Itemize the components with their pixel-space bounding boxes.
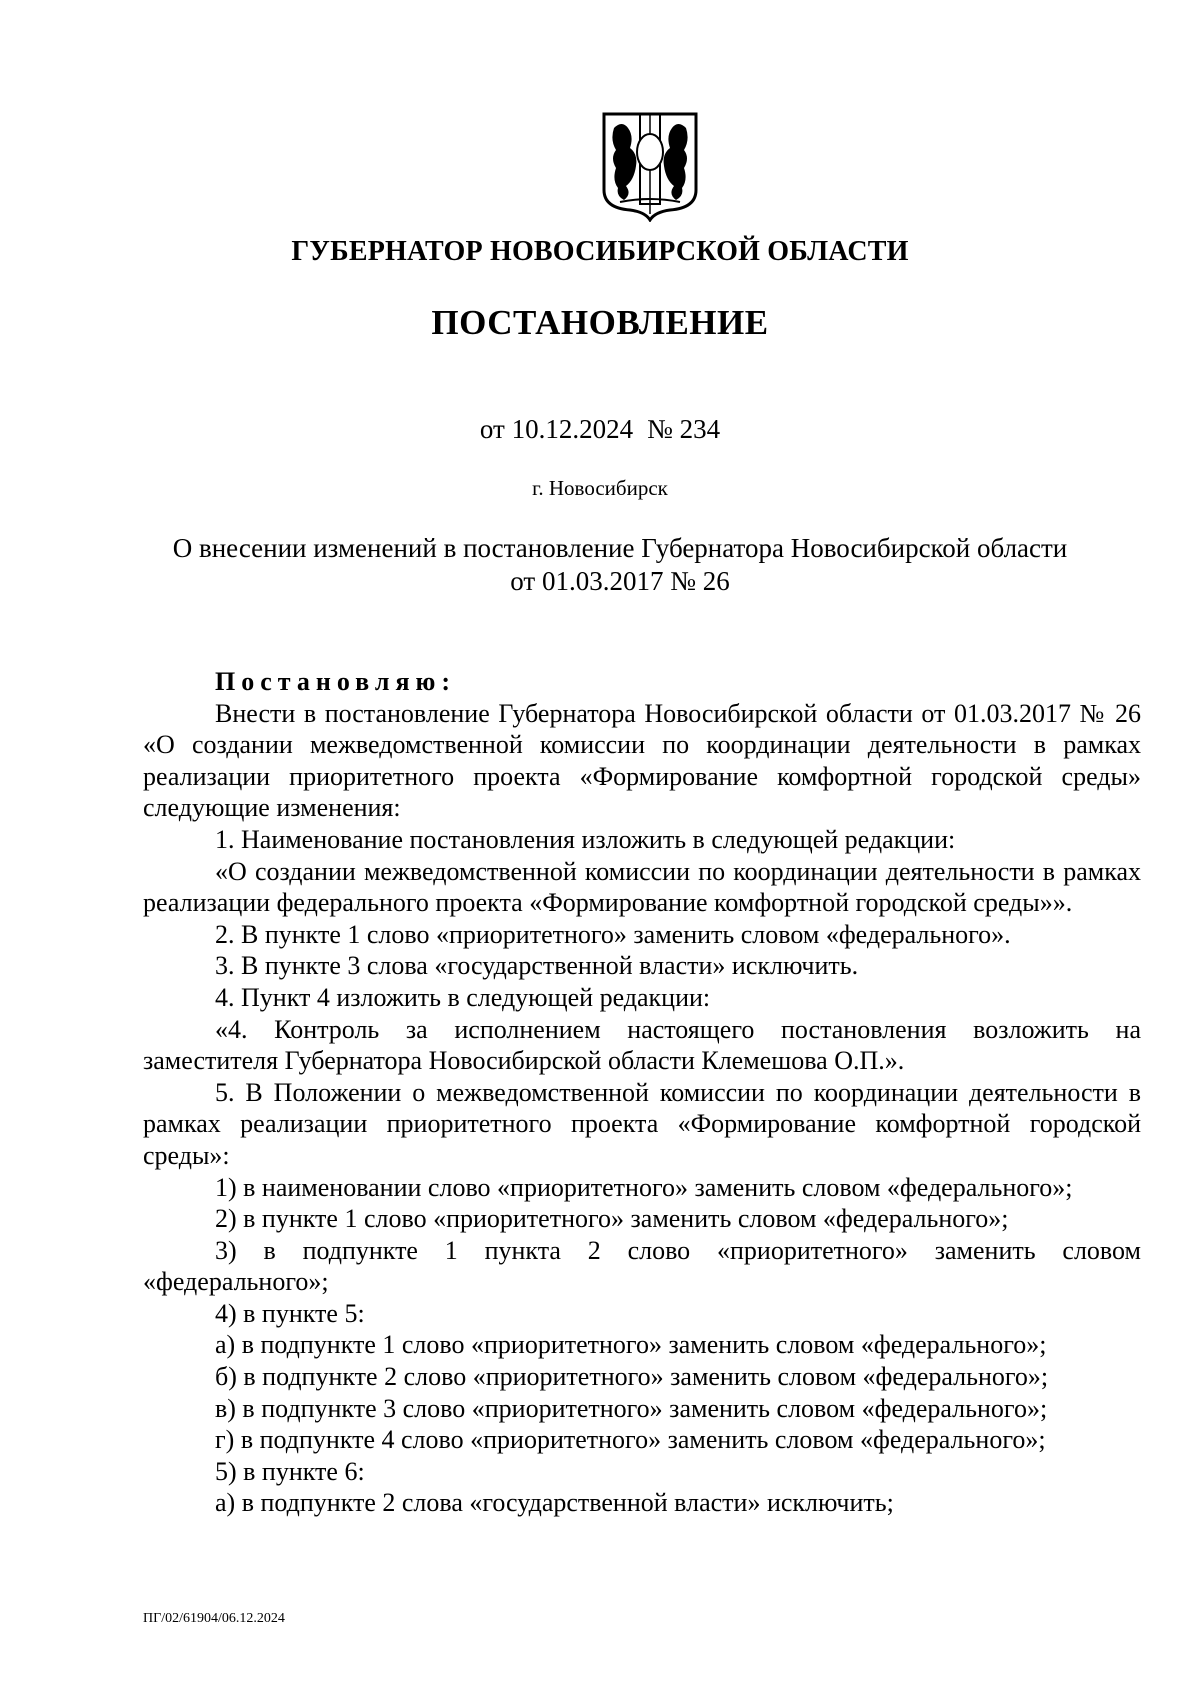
body-paragraph: 5) в пункте 6: [215, 1456, 365, 1486]
body-paragraph: 1. Наименование постановления изложить в следующей редакции: [215, 824, 956, 854]
issuing-authority: ГУБЕРНАТОР НОВОСИБИРСКОЙ ОБЛАСТИ [291, 236, 909, 267]
subject-line-2: от 01.03.2017 № 26 [510, 566, 730, 596]
body-paragraph: а) в подпункте 2 слова «государственной власти» исключить; [215, 1488, 894, 1518]
body-paragraph: Внести в постановление Губернатора Новосибирской области от 01.03.2017 № 26 «О создании межведомственной комиссии по координации деятельности в рамках реализации приоритетного проекта «Формирование комфортной городской среды» следующие изменения: [143, 698, 1141, 823]
body-paragraph: «О создании межведомственной комиссии по координации деятельности в рамках реализации федерального проекта «Формирование комфортной городской среды»». [143, 856, 1141, 918]
body-paragraph: 3. В пункте 3 слова «государственной власти» исключить. [215, 951, 859, 981]
document-type-title: ПОСТАНОВЛЕНИЕ [431, 303, 769, 342]
date-number-line [0, 414, 1200, 445]
body-paragraph: а) в подпункте 1 слово «приоритетного» заменить словом «федерального»; [215, 1330, 1047, 1360]
body-paragraph: 2) в пункте 1 слово «приоритетного» заменить словом «федерального»; [215, 1204, 1009, 1234]
resolution-intro: Постановляю: [215, 667, 451, 696]
document-date: от 10.12.2024 [479, 414, 634, 444]
body-paragraph: 5. В Положении о межведомственной комиссии по координации деятельности в рамках реализации приоритетного проекта «Формирование комфортной городской среды»: [143, 1077, 1141, 1170]
body-paragraph: 3) в подпункте 1 пункта 2 слово «приоритетного» заменить словом «федерального»; [143, 1235, 1141, 1297]
document-body [143, 666, 1141, 1519]
coat-of-arms-icon [600, 110, 700, 222]
document-number: № 234 [647, 414, 721, 444]
body-paragraph: 4) в пункте 5: [215, 1298, 365, 1328]
resolution-intro-word: Постановляю [215, 667, 442, 696]
issue-city: г. Новосибирск [532, 476, 668, 500]
body-paragraph: в) в подпункте 3 слово «приоритетного» заменить словом «федерального»; [215, 1393, 1048, 1423]
body-paragraph: 2. В пункте 1 слово «приоритетного» заменить словом «федерального». [215, 919, 1011, 949]
body-paragraph: 1) в наименовании слово «приоритетного» заменить словом «федерального»; [215, 1172, 1073, 1202]
subject-line-1: О внесении изменений в постановление Губернатора Новосибирской области [172, 533, 1068, 563]
document-registration-code: ПГ/02/61904/06.12.2024 [143, 1611, 285, 1626]
document-subject [120, 532, 1120, 598]
body-paragraph: г) в подпункте 4 слово «приоритетного» заменить словом «федерального»; [215, 1425, 1046, 1455]
body-paragraph: «4. Контроль за исполнением настоящего постановления возложить на заместителя Губернатора Новосибирской области Клемешова О.П.». [143, 1014, 1141, 1076]
body-paragraph: б) в подпункте 2 слово «приоритетного» заменить словом «федерального»; [215, 1362, 1049, 1392]
body-paragraph: 4. Пункт 4 изложить в следующей редакции: [215, 982, 711, 1012]
